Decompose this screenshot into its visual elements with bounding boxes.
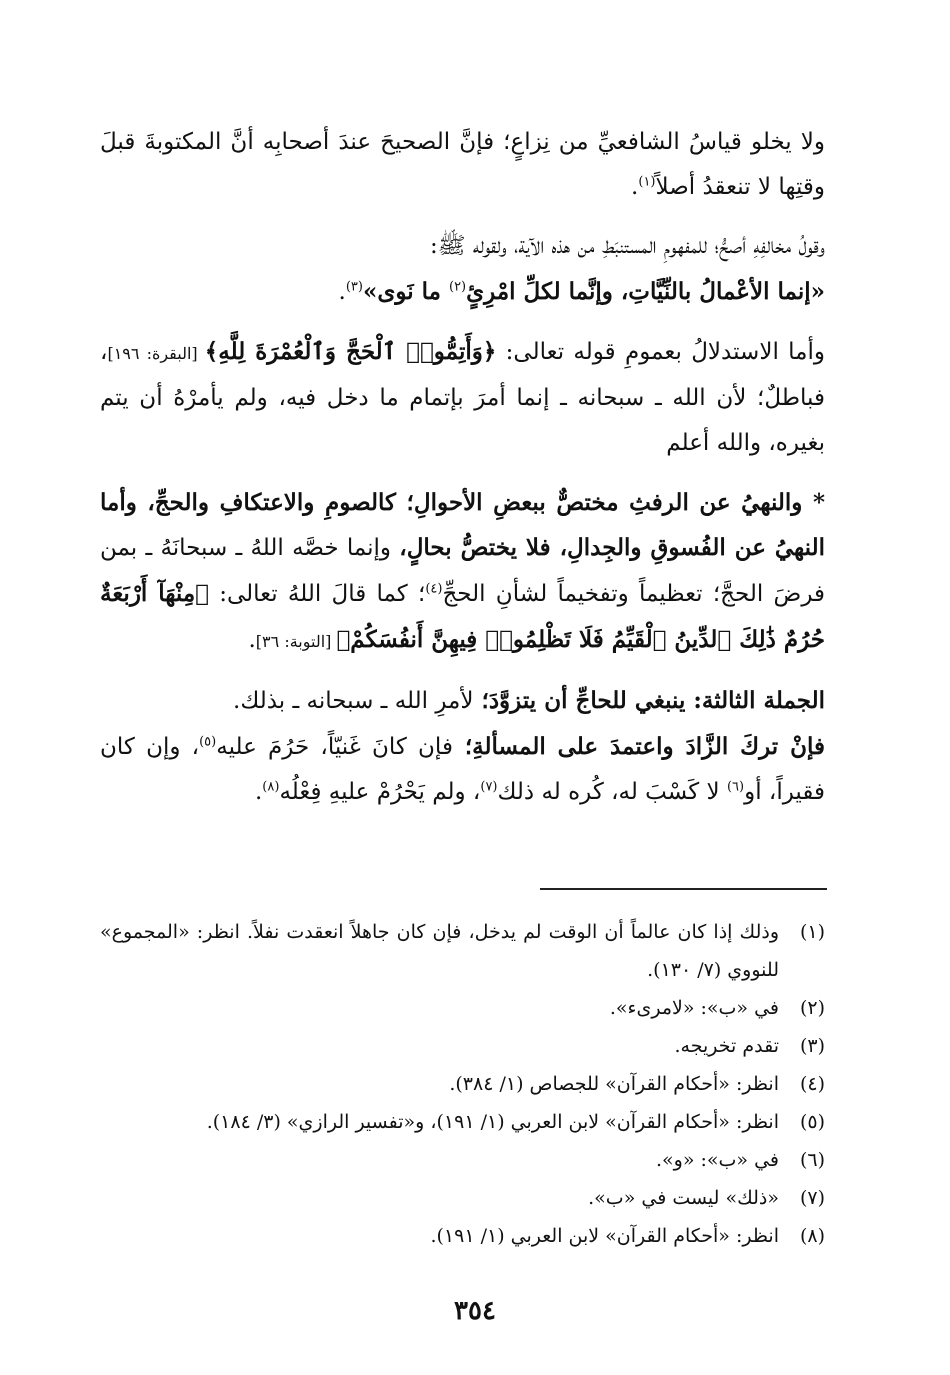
footnote-ref: (٦) bbox=[726, 779, 745, 795]
paragraph-text: لا كَسْبَ له، كُره له ذلك bbox=[497, 779, 727, 805]
paragraph-text: وإنما خصَّه اللهُ ـ سبحانَهُ ـ بمن فرضَ الحجَّ؛ تعظيماً وتفخيماً لشأنِ الحجِّ bbox=[100, 535, 825, 607]
footnote-number: (٣) bbox=[799, 1035, 825, 1057]
footnote-number: (٧) bbox=[799, 1187, 825, 1209]
footnote-item bbox=[100, 1027, 825, 1065]
paragraph-3 bbox=[100, 329, 825, 466]
verse-reference: [البقرة: ١٩٦] bbox=[107, 344, 205, 363]
paragraph-text: . bbox=[338, 279, 346, 305]
footnote-text: وذلك إذا كان عالماً أن الوقت لم يدخل، فإن كان جاهلاً انعقدت نفلاً. انظر: «المجموع» للنووي (٧/ ١٣٠). bbox=[100, 921, 779, 981]
footnote-item bbox=[100, 1179, 825, 1217]
paragraph-text: ؛ كما قالَ اللهُ تعالى: bbox=[208, 581, 426, 607]
footnote-ref: (٣) bbox=[345, 279, 363, 295]
paragraph-6 bbox=[100, 724, 825, 815]
paragraph-text: فإن كانَ غَنيّاً، حَرُمَ عليه bbox=[216, 734, 453, 760]
paragraph-lead: فإنْ تركَ الزَّادَ واعتمدَ على المسألةِ؛ bbox=[452, 733, 825, 760]
footnote-text: في «ب»: «لامرىء». bbox=[609, 997, 779, 1019]
footnote-number: (٦) bbox=[799, 1149, 825, 1171]
footnote-text: انظر: «أحكام القرآن» لابن العربي (١/ ١٩١)، و«تفسير الرازي» (٣/ ١٨٤). bbox=[206, 1111, 779, 1133]
footnote-item bbox=[100, 1141, 825, 1179]
quran-verse: ﴿مِنْهَآ أَرْبَعَةٌ حُرُمٌ ذَٰلِكَ ٱلدِّينُ ٱلْقَيِّمُ فَلَا تَظْلِمُوا۟ فِيهِنَّ أَنفُسَكُمْ﴾ bbox=[100, 580, 825, 653]
footnote-number: (٨) bbox=[799, 1225, 825, 1247]
paragraph-text: ، وإن كان فقيراً، أو bbox=[100, 734, 825, 805]
footnote-text: انظر: «أحكام القرآن» لابن العربي (١/ ١٩١). bbox=[430, 1225, 779, 1247]
footnote-number: (٥) bbox=[799, 1111, 825, 1133]
footnote-item bbox=[100, 1065, 825, 1103]
footnote-ref: (٢) bbox=[448, 279, 467, 295]
section-heading: الجملة الثالثة: ينبغي للحاجِّ أن يتزوَّدَ؛ bbox=[473, 687, 825, 714]
footnote-item bbox=[100, 913, 825, 989]
footnote-ref: (١) bbox=[638, 174, 656, 190]
hadith-text: «إنما الأعْمالُ بالنِّيَّاتِ، وإنَّما لكلِّ امْرِئٍ bbox=[466, 278, 825, 305]
paragraph-text: ولا يخلو قياسُ الشافعيِّ من نِزاعٍ؛ فإنَّ الصحيحَ عندَ أصحابِه أنَّ المكتوبةَ قبلَ وقتِها لا تنعقدُ أصلاً bbox=[100, 129, 825, 200]
paragraph-text: . bbox=[631, 174, 639, 200]
footnote-number: (٤) bbox=[799, 1073, 825, 1095]
footnote-text: في «ب»: «و». bbox=[656, 1149, 779, 1171]
paragraph-1 bbox=[100, 120, 825, 210]
paragraph-4 bbox=[100, 480, 825, 664]
verse-reference: [التوبة: ٣٦] bbox=[255, 632, 337, 651]
footnote-ref: (٤) bbox=[425, 581, 443, 597]
paragraph-text: ، ولم يَحْرُمْ عليهِ فِعْلُه bbox=[279, 779, 481, 805]
footnote-ref: (٧) bbox=[480, 779, 498, 795]
footnote-number: (٢) bbox=[799, 997, 825, 1019]
paragraph-text: . bbox=[254, 779, 263, 805]
paragraph-text: وأما الاستدلالُ بعمومِ قوله تعالى: bbox=[496, 339, 825, 365]
footnote-text: «ذلك» ليست في «ب». bbox=[588, 1187, 779, 1209]
page-number: ٣٥٤ bbox=[454, 1296, 496, 1326]
paragraph-text: * والنهيُ عن الرفثِ مختصٌّ ببعضِ الأحوالِ؛ كالصومِ والاعتكافِ والحجِّ، وأما النهيُ عن الفُسوقِ والجِدالِ، فلا يختصُّ بحالٍ، bbox=[100, 489, 826, 561]
footnote-number: (١) bbox=[799, 921, 825, 943]
footnote-ref: (٨) bbox=[262, 779, 280, 795]
footnote-item bbox=[100, 989, 825, 1027]
paragraph-text: وقولُ مخالفِهِ أصحُّ؛ للمفهومِ المستنبَطِ من هذه الآية، ولقوله ﷺ: bbox=[430, 233, 825, 259]
footnote-text: تقدم تخريجه. bbox=[674, 1035, 779, 1057]
hadith-text: ما نَوى» bbox=[362, 278, 449, 305]
footnote-item bbox=[100, 1103, 825, 1141]
paragraph-text: ، فباطلٌ؛ لأن الله ـ سبحانه ـ إنما أمرَ بإتمام ما دخل فيه، ولم يأمرْهُ أن يتم بغيره، والله أعلم bbox=[100, 339, 825, 456]
paragraph-5 bbox=[100, 678, 825, 724]
paragraph-2 bbox=[100, 224, 825, 315]
footnote-item bbox=[100, 1217, 825, 1255]
footnote-separator bbox=[540, 888, 827, 890]
paragraph-text: . bbox=[248, 627, 256, 653]
quran-verse: ﴿وَأَتِمُّوا۟ ٱلْحَجَّ وَٱلْعُمْرَةَ لِلَّهِ﴾ bbox=[204, 338, 497, 365]
paragraph-text: لأمرِ الله ـ سبحانه ـ بذلك. bbox=[233, 688, 474, 714]
main-text bbox=[100, 120, 825, 815]
footnotes bbox=[100, 913, 825, 1255]
footnote-text: انظر: «أحكام القرآن» للجصاص (١/ ٣٨٤). bbox=[449, 1073, 779, 1095]
footnote-ref: (٥) bbox=[199, 734, 217, 750]
